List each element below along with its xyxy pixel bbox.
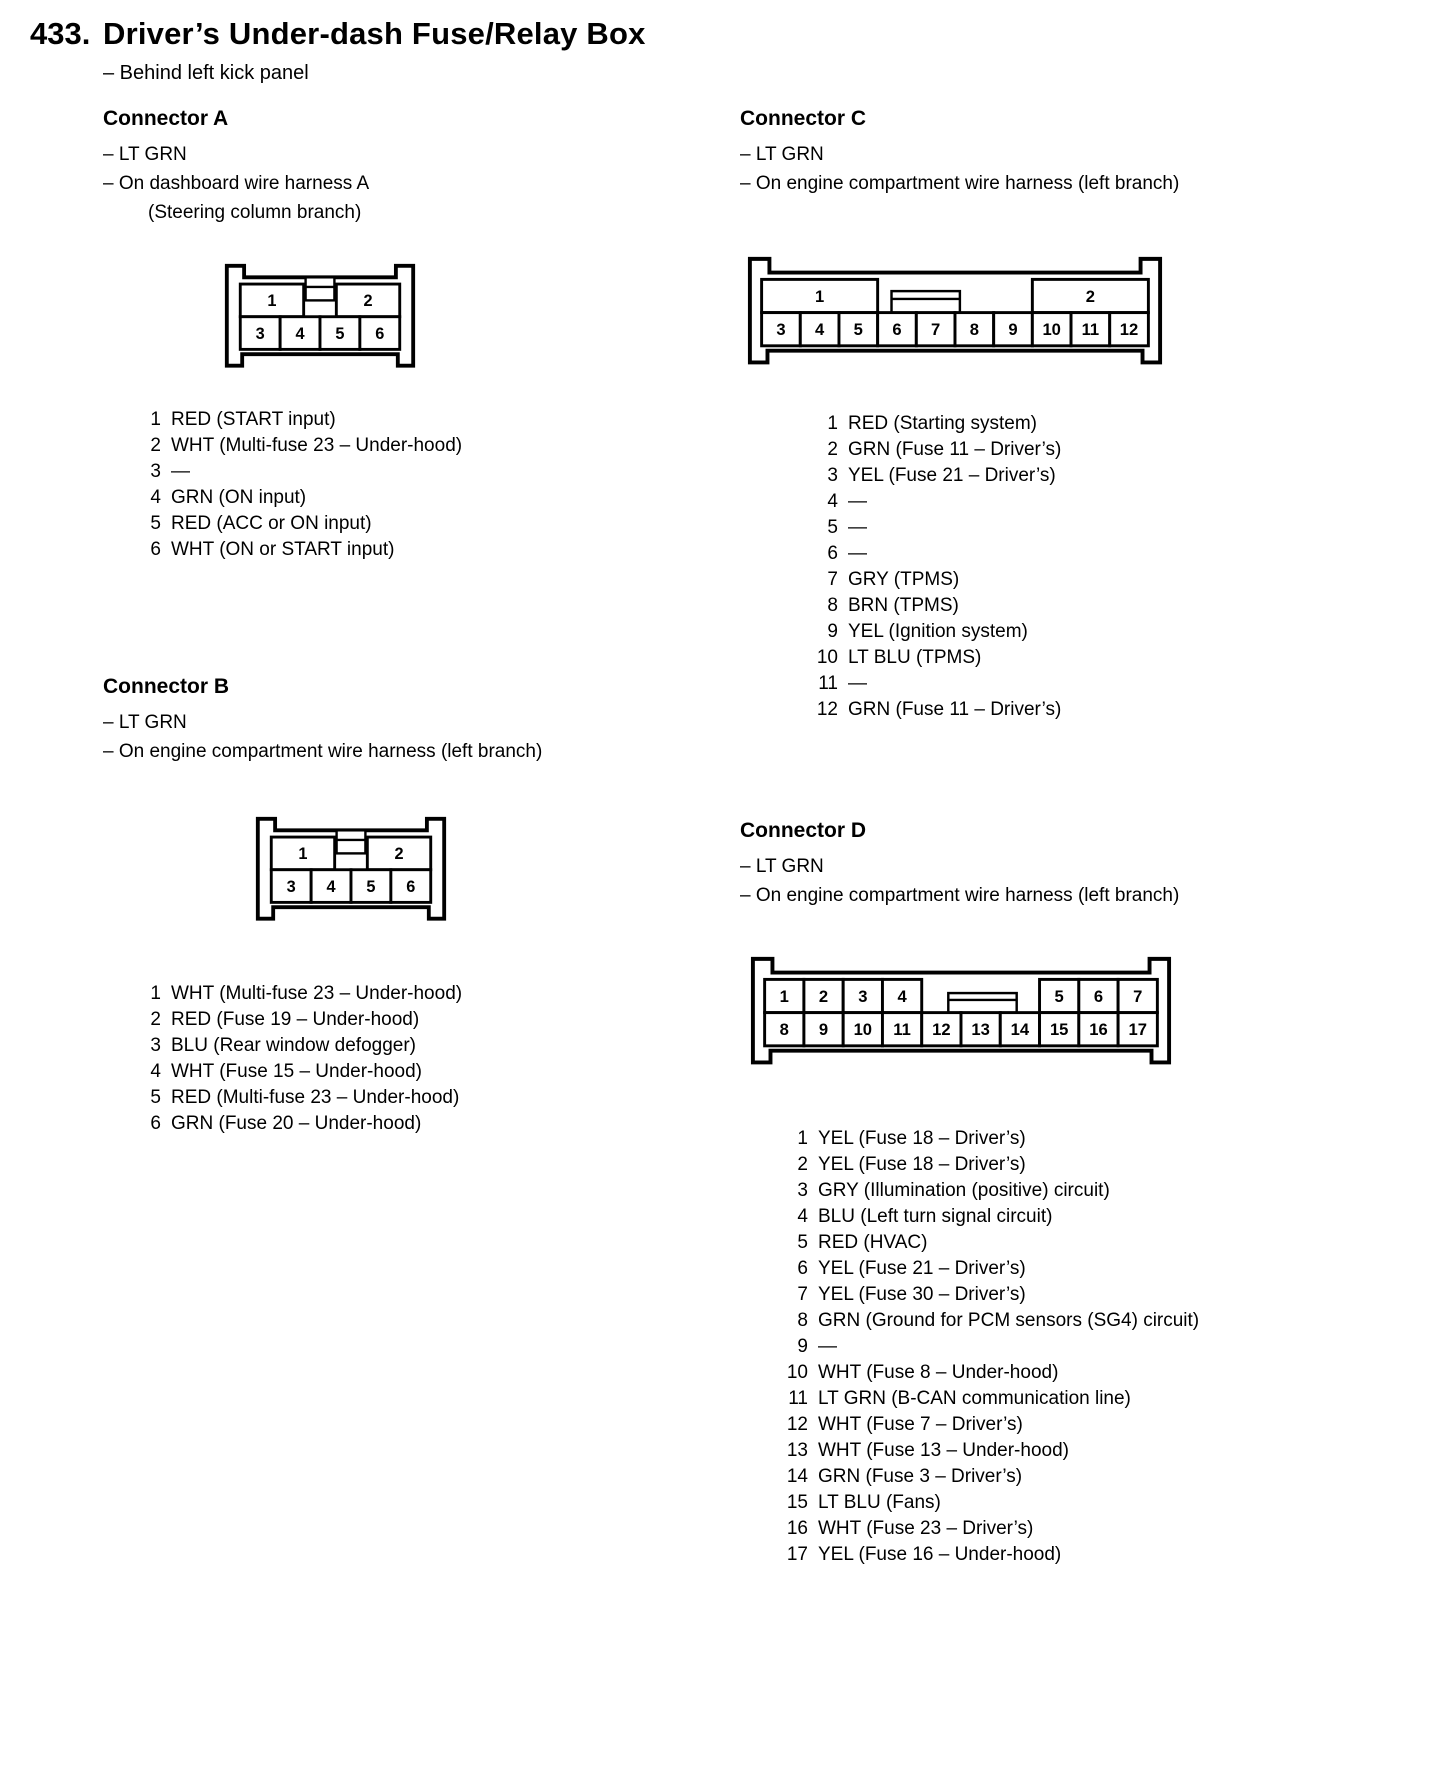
pin-cavity-number: 10 [1042,320,1061,340]
pin-row [770,1542,1426,1568]
pin-cavity-number: 4 [326,877,336,896]
pin-row [800,567,1426,593]
connector-pin-list [740,411,1426,723]
connector-note: – LT GRN [103,711,187,733]
connector-note: – On engine compartment wire harness (left branch) [740,173,1180,194]
connector-title: Connector A [103,107,229,130]
pin-row [800,619,1426,645]
pin-number: 17 [786,1543,808,1565]
pin-cavity-number: 6 [892,320,902,340]
pin-number: 11 [788,1387,808,1409]
pin-row [123,485,640,511]
pin-cavity-number: 5 [853,320,863,340]
pin-cavity-number: 2 [818,987,829,1007]
pin-description: YEL (Fuse 30 – Driver’s) [818,1283,1026,1305]
pin-description: — [818,1335,837,1357]
pin-number: 2 [797,1153,808,1175]
connector-diagram-wrap [748,954,1426,1069]
pin-row [770,1256,1426,1282]
pin-number: 4 [797,1205,808,1227]
pin-number: 6 [797,1257,808,1279]
pin-number: 12 [816,699,838,721]
pin-number: 2 [827,439,838,461]
pin-row [123,1085,640,1111]
pin-row [123,1111,640,1137]
pin-description: BLU (Left turn signal circuit) [818,1205,1053,1227]
connector-diagram-wrap [745,254,1426,369]
pin-description: WHT (Multi-fuse 23 – Under-hood) [171,434,463,456]
connector-b-section [103,675,640,1138]
pin-number: 4 [150,486,161,508]
connector-notes [740,140,1426,198]
pin-row [123,1033,640,1059]
content-columns [30,107,1426,1568]
pin-cavity-number: 2 [363,292,373,311]
pin-description: BRN (TPMS) [848,595,959,617]
connector-diagram-wrap [253,814,640,924]
pin-cavity-number: 15 [1049,1020,1069,1040]
pin-number: 9 [797,1335,808,1357]
pin-row [770,1386,1426,1412]
connector-diagram-wrap [222,261,640,371]
pin-number: 5 [827,517,838,539]
pin-description: YEL (Fuse 18 – Driver’s) [818,1153,1026,1175]
connector-a-section [103,107,640,563]
pin-number: 1 [150,983,161,1005]
pin-description: WHT (ON or START input) [171,538,395,560]
pin-row [770,1334,1426,1360]
pin-cavity-number: 5 [1054,987,1064,1007]
pin-cavity-number: 6 [375,324,385,343]
pin-description: LT BLU (Fans) [818,1491,941,1513]
pin-cavity-number: 6 [406,877,416,896]
pin-number: 2 [150,1009,161,1031]
connector-note: – On dashboard wire harness A [103,173,370,194]
pin-number: 6 [827,543,838,565]
pin-cavity-number: 2 [394,844,404,863]
pin-row [770,1516,1426,1542]
pin-row [123,407,640,433]
pin-number: 4 [827,491,838,513]
pin-number: 9 [827,621,838,643]
pin-row [770,1204,1426,1230]
pin-cavity-number: 1 [815,286,825,306]
pin-description: — [848,543,867,565]
pin-description: YEL (Fuse 21 – Driver’s) [818,1257,1026,1279]
connector-note: – LT GRN [103,144,187,165]
pin-cavity-number: 12 [1119,320,1139,340]
connector-b-pinout-diagram [253,814,449,924]
pin-row [770,1490,1426,1516]
pin-row [800,593,1426,619]
connector-pin-list [740,1126,1426,1568]
pin-description: GRN (Fuse 11 – Driver’s) [848,699,1062,721]
pin-number: 6 [150,538,161,560]
connector-notes [740,852,1426,910]
pin-description: GRN (Ground for PCM sensors (SG4) circuit) [818,1309,1200,1331]
pin-description: LT BLU (TPMS) [848,647,982,669]
pin-cavity-number: 5 [366,877,376,896]
pin-cavity-number: 5 [335,324,345,343]
pin-cavity-number: 3 [776,320,786,340]
page-header [30,16,1426,52]
pin-description: YEL (Ignition system) [848,621,1028,643]
connector-latch [948,993,1016,1013]
pin-number: 1 [797,1127,808,1149]
pin-cavity-number: 10 [853,1020,873,1040]
pin-description: WHT (Fuse 23 – Driver’s) [818,1517,1034,1539]
pin-row [770,1438,1426,1464]
pin-description: YEL (Fuse 16 – Under-hood) [818,1543,1062,1565]
pin-row [800,463,1426,489]
pin-row [123,433,640,459]
pin-number: 3 [150,1035,161,1057]
pin-number: 6 [150,1113,161,1135]
pin-cavity-number: 7 [1133,987,1143,1007]
pin-description: GRN (ON input) [171,486,307,508]
pin-description: WHT (Fuse 7 – Driver’s) [818,1413,1023,1435]
pin-cavity-number: 17 [1128,1020,1147,1040]
pin-number: 15 [786,1491,808,1513]
pin-cavity-number: 11 [1081,320,1100,340]
left-column [30,107,640,1568]
connector-a-pinout-diagram [222,261,418,371]
pin-cavity-number: 11 [893,1020,911,1040]
connector-title: Connector C [740,107,866,130]
connector-latch [337,830,366,853]
page-subtitle: – Behind left kick panel [103,62,309,84]
pin-cavity-number: 4 [897,987,907,1007]
pin-cavity-number: 1 [779,987,789,1007]
page-title: Driver’s Under-dash Fuse/Relay Box [103,16,646,51]
connector-d-pinout-diagram [748,954,1174,1069]
pin-description: GRN (Fuse 3 – Driver’s) [818,1465,1023,1487]
pin-description: GRY (TPMS) [848,569,960,591]
pin-row [770,1308,1426,1334]
pin-number: 13 [786,1439,808,1461]
pin-number: 3 [150,460,161,482]
pin-cavity-number: 3 [255,324,265,343]
pin-description: GRY (Illumination (positive) circuit) [818,1179,1110,1201]
pin-row [800,541,1426,567]
pin-row [800,645,1426,671]
connector-note: – On engine compartment wire harness (left branch) [740,885,1180,907]
pin-number: 8 [797,1309,808,1331]
connector-note: (Steering column branch) [148,202,362,223]
pin-row [770,1464,1426,1490]
pin-cavity-number: 4 [815,320,825,340]
pin-number: 8 [827,595,838,617]
pin-number: 14 [786,1465,808,1487]
pin-cavity-number: 8 [969,320,979,340]
pin-description: RED (Multi-fuse 23 – Under-hood) [171,1087,460,1109]
right-column [640,107,1426,1568]
connector-note: – On engine compartment wire harness (left branch) [103,740,543,762]
connector-pin-list [103,407,640,563]
connector-notes [103,708,640,766]
pin-cavity-number: 8 [779,1020,789,1040]
pin-cavity-number: 16 [1089,1020,1108,1040]
pin-row [770,1412,1426,1438]
pin-description: RED (ACC or ON input) [171,512,372,534]
pin-number: 1 [150,408,161,430]
pin-number: 3 [797,1179,808,1201]
pin-row [800,671,1426,697]
connector-note: – LT GRN [740,144,824,165]
connector-c-pinout-diagram [745,254,1165,369]
pin-number: 2 [150,434,161,456]
pin-description: GRN (Fuse 20 – Under-hood) [171,1113,422,1135]
pin-number: 12 [786,1413,808,1435]
pin-cavity-number: 2 [1085,286,1095,306]
pin-row [123,537,640,563]
pin-cavity-number: 9 [818,1020,829,1040]
pin-description: WHT (Fuse 8 – Under-hood) [818,1361,1059,1383]
pin-row [123,981,640,1007]
pin-cavity-number: 12 [932,1020,951,1040]
connector-title: Connector B [103,674,229,698]
pin-description: LT GRN (B-CAN communication line) [818,1387,1131,1409]
pin-cavity-number: 1 [298,844,308,863]
pin-description: BLU (Rear window defogger) [171,1035,417,1057]
pin-description: — [848,517,867,539]
pin-description: RED (HVAC) [818,1231,928,1253]
connector-pin-list [103,981,640,1137]
pin-description: — [848,491,867,513]
pin-description: YEL (Fuse 18 – Driver’s) [818,1127,1026,1149]
pin-row [770,1282,1426,1308]
pin-row [770,1178,1426,1204]
pin-cavity-number: 1 [267,292,277,311]
pin-description: RED (START input) [171,408,336,430]
pin-cavity-number: 4 [295,324,305,343]
pin-description: WHT (Multi-fuse 23 – Under-hood) [171,983,463,1005]
pin-cavity-number: 7 [931,320,941,340]
pin-row [770,1230,1426,1256]
pin-cavity-number: 9 [1008,320,1018,340]
connector-notes [103,140,640,227]
pin-number: 1 [827,413,838,435]
pin-row [770,1360,1426,1386]
pin-number: 7 [797,1283,808,1305]
connector-note: – LT GRN [740,856,824,878]
pin-row [123,459,640,485]
pin-description: WHT (Fuse 15 – Under-hood) [171,1061,422,1083]
connector-latch [306,277,335,300]
pin-description: RED (Starting system) [848,413,1037,435]
pin-cavity-number: 14 [1010,1020,1030,1040]
pin-description: — [848,673,867,695]
pin-cavity-number: 6 [1093,987,1104,1007]
pin-row [770,1152,1426,1178]
pin-description: WHT (Fuse 13 – Under-hood) [818,1439,1069,1461]
pin-row [123,1059,640,1085]
pin-number: 11 [818,673,838,695]
pin-row [770,1126,1426,1152]
pin-number: 16 [786,1517,808,1539]
connector-d-section [740,819,1426,1567]
pin-number: 10 [816,647,838,669]
pin-number: 5 [797,1231,808,1253]
pin-cavity-number: 3 [858,987,868,1007]
pin-number: 7 [827,569,838,591]
pin-row [800,437,1426,463]
pin-description: YEL (Fuse 21 – Driver’s) [848,465,1056,487]
pin-cavity-number: 3 [286,877,296,896]
pin-number: 3 [827,465,838,487]
pin-number: 4 [150,1061,161,1083]
pin-row [123,1007,640,1033]
connector-latch [892,291,960,312]
pin-row [800,697,1426,723]
pin-description: RED (Fuse 19 – Under-hood) [171,1009,420,1031]
connector-c-section [740,107,1426,723]
pin-number: 5 [150,1087,161,1109]
section-number: 433. [30,16,91,51]
pin-number: 10 [786,1361,808,1383]
connector-title: Connector D [740,819,866,843]
pin-row [800,515,1426,541]
pin-description: — [171,460,190,482]
pin-row [800,489,1426,515]
pin-row [123,511,640,537]
pin-row [800,411,1426,437]
pin-number: 5 [150,512,161,534]
pin-description: GRN (Fuse 11 – Driver’s) [848,439,1062,461]
pin-cavity-number: 13 [971,1020,990,1040]
